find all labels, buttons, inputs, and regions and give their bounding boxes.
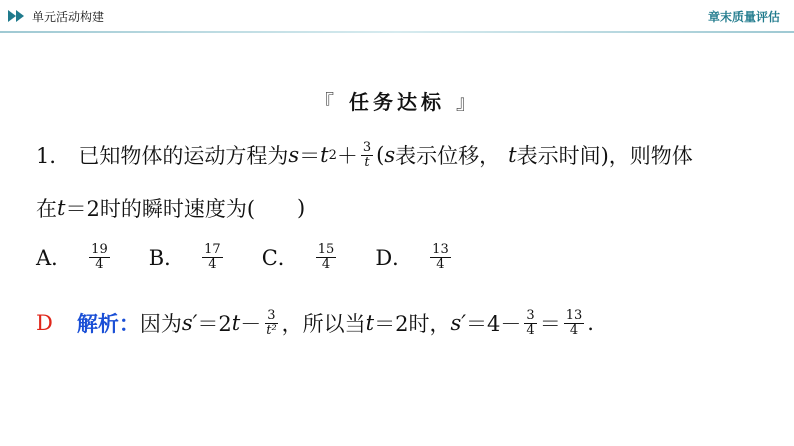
fraction-denominator: t bbox=[364, 154, 370, 170]
breadcrumb-label[interactable]: 单元活动构建 bbox=[32, 9, 105, 24]
option-label: B． bbox=[148, 246, 186, 270]
option-fraction bbox=[89, 243, 110, 271]
fraction-denominator: t² bbox=[266, 322, 277, 338]
fraction-numerator: 13 bbox=[432, 241, 449, 257]
header-divider bbox=[0, 31, 794, 33]
var-s: s bbox=[288, 143, 300, 167]
answer-text-1: 因为 bbox=[139, 312, 182, 336]
breadcrumb bbox=[8, 6, 104, 26]
option-fraction bbox=[202, 243, 223, 271]
fraction-numerator: 3 bbox=[526, 307, 535, 323]
section-heading bbox=[0, 86, 794, 115]
var-t-3: t bbox=[57, 196, 66, 220]
s-prime: s′ bbox=[181, 311, 198, 335]
answer-letter: D bbox=[36, 311, 53, 335]
question-line-2 bbox=[36, 193, 305, 223]
answer-line bbox=[36, 308, 594, 338]
fraction-3-over-t2 bbox=[264, 309, 278, 337]
plus-sign: ＋ bbox=[336, 144, 358, 168]
option-d[interactable] bbox=[375, 242, 453, 272]
fraction-numerator: 19 bbox=[91, 241, 108, 257]
option-label: A． bbox=[36, 246, 73, 270]
fraction-13-over-4 bbox=[564, 309, 585, 337]
minus-sign: － bbox=[240, 312, 262, 336]
option-fraction bbox=[316, 243, 337, 271]
option-b[interactable] bbox=[149, 242, 226, 272]
option-label: C． bbox=[261, 246, 299, 270]
fraction-denominator: 4 bbox=[569, 322, 579, 338]
fraction-3-over-4 bbox=[524, 309, 536, 337]
fraction-numerator: 17 bbox=[204, 241, 221, 257]
section-title-text: 任务达标 bbox=[349, 90, 445, 114]
option-fraction bbox=[430, 243, 451, 271]
eq-sign: ＝ bbox=[299, 144, 321, 168]
var-t-2: t bbox=[508, 143, 517, 167]
s-prime-2: s′ bbox=[450, 311, 467, 335]
fraction-numerator: 13 bbox=[565, 307, 583, 323]
paren-open: ( bbox=[376, 143, 385, 167]
fraction-numerator: 15 bbox=[317, 241, 335, 257]
fraction-denominator: 4 bbox=[208, 256, 217, 272]
answer-text-3: ，所以当 bbox=[281, 312, 366, 336]
answer-text-5: ＝4－ bbox=[466, 312, 522, 336]
option-c[interactable] bbox=[262, 242, 340, 272]
question-line-1 bbox=[36, 140, 693, 170]
open-bracket: 『 bbox=[314, 90, 339, 114]
fraction-numerator: 3 bbox=[362, 139, 372, 155]
options-row bbox=[36, 242, 490, 272]
question-number: 1． bbox=[36, 144, 71, 168]
answer-text-6: ＝ bbox=[539, 312, 561, 336]
fraction-numerator: 3 bbox=[267, 307, 276, 323]
double-arrow-icon bbox=[8, 10, 26, 22]
close-bracket: 』 bbox=[455, 90, 480, 114]
var-s-2: s bbox=[384, 143, 396, 167]
option-label: D． bbox=[375, 246, 414, 270]
answer-text-4: ＝2时， bbox=[374, 312, 451, 336]
option-a[interactable] bbox=[36, 242, 113, 272]
line2-prefix: 在 bbox=[36, 197, 57, 221]
answer-blank bbox=[255, 193, 297, 223]
var-t: t bbox=[320, 143, 329, 167]
line2-close: ) bbox=[297, 196, 306, 220]
section-tag[interactable]: 章末质量评估 bbox=[707, 10, 780, 24]
fraction-denominator: 4 bbox=[526, 322, 535, 338]
question-text-1: 已知物体的运动方程为 bbox=[78, 144, 289, 168]
explanation-label: 解析： bbox=[76, 312, 140, 336]
line2-text: ＝2时的瞬时速度为( bbox=[65, 197, 256, 221]
question-text-2: 表示位移， bbox=[395, 144, 501, 168]
fraction-denominator: 4 bbox=[321, 256, 331, 272]
top-bar bbox=[0, 0, 794, 33]
fraction-3-over-t bbox=[361, 141, 373, 169]
var-t-answer: t bbox=[231, 311, 241, 335]
answer-text-2: ＝2 bbox=[197, 312, 232, 336]
fraction-denominator: 4 bbox=[95, 256, 104, 272]
fraction-denominator: 4 bbox=[436, 256, 445, 272]
exponent: 2 bbox=[328, 147, 337, 163]
answer-text-7: . bbox=[587, 311, 594, 335]
var-t-answer-2: t bbox=[365, 311, 375, 335]
question-text-3: 表示时间)，则物体 bbox=[516, 144, 693, 168]
